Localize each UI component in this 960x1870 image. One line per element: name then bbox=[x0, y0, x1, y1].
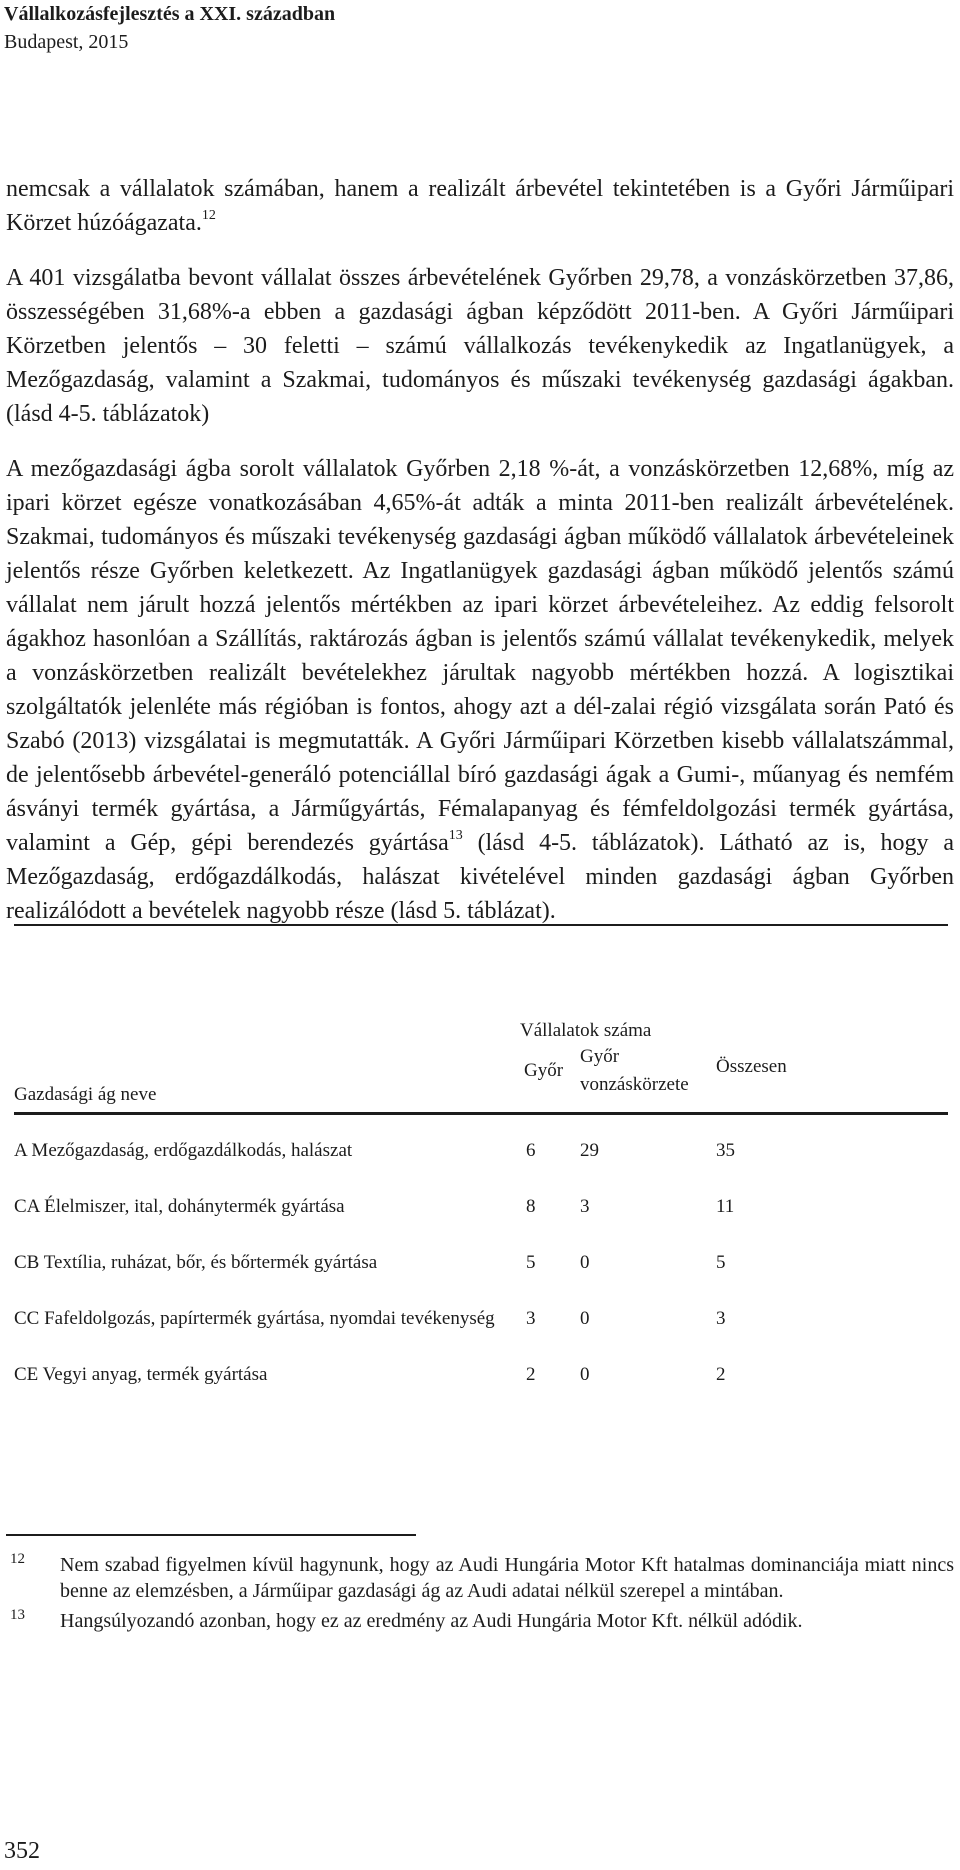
page-number: 352 bbox=[4, 1838, 40, 1864]
journal-place-year: Budapest, 2015 bbox=[4, 31, 129, 53]
footnote-ref-13: 13 bbox=[448, 828, 463, 843]
table-row-4-vonzas: 0 bbox=[580, 1308, 590, 1329]
paragraph-3-text-b: (lásd 4-5. táblázatok). Látható az is, hogy a Mezőgazdaság, erdőgazdálkodás, halászat kivételével minden gazdasági ágban Győrben realizálódott a bevételek nagyobb része (lásd 5. táblázat). bbox=[6, 830, 955, 924]
table-row-3-total: 5 bbox=[716, 1252, 726, 1273]
table-row-5-name: CE Vegyi anyag, termék gyártása bbox=[14, 1364, 268, 1385]
table-row-3-gyor: 5 bbox=[526, 1252, 536, 1273]
footnotes bbox=[6, 1552, 954, 1638]
journal-title: Vállalkozásfejlesztés a XXI. században bbox=[4, 3, 336, 25]
paragraph-1-text: nemcsak a vállalatok számában, hanem a realizált árbevétel tekintetében is a Győri Járműipari Körzet húzóágazata. bbox=[6, 176, 954, 236]
table-header-vonzas-line1: Győr bbox=[580, 1046, 620, 1067]
footnote-13-number: 13 bbox=[10, 1607, 25, 1623]
table-row-5-vonzas: 0 bbox=[580, 1364, 590, 1385]
table-header-branch: Gazdasági ág neve bbox=[14, 1084, 157, 1105]
table-row-2-name: CA Élelmiszer, ital, dohánytermék gyártása bbox=[14, 1196, 345, 1217]
footnote-12-text: Nem szabad figyelmen kívül hagynunk, hogy az Audi Hungária Motor Kft hatalmas dominanciája miatt nincs benne az elemzésben, a Járműipar gazdasági ág az Audi adatai nélkül szerepel a mintában. bbox=[60, 1554, 954, 1602]
footnote-13 bbox=[6, 1608, 954, 1634]
table-row-5-gyor: 2 bbox=[526, 1364, 536, 1385]
table-row-2-total: 11 bbox=[716, 1196, 735, 1217]
table-row-4-total: 3 bbox=[716, 1308, 726, 1329]
table-row-2-vonzas: 3 bbox=[580, 1196, 590, 1217]
table-row-4-gyor: 3 bbox=[526, 1308, 536, 1329]
table-top-rule bbox=[14, 924, 948, 926]
body-text bbox=[6, 172, 954, 949]
table-row-1-vonzas: 29 bbox=[580, 1140, 599, 1161]
table-group-header: Vállalatok száma bbox=[520, 1020, 652, 1041]
paragraph-3 bbox=[6, 452, 954, 928]
footnote-12 bbox=[6, 1552, 954, 1604]
table-header-vonzas-line2: vonzáskörzete bbox=[580, 1074, 689, 1095]
table-row-1-total: 35 bbox=[716, 1140, 735, 1161]
table-row-3-vonzas: 0 bbox=[580, 1252, 590, 1273]
paragraph-2-text: A 401 vizsgálatba bevont vállalat összes árbevételének Győrben 29,78, a vonzáskörzetben 37,86, összességében 31,68%-a ebben a gazdasági ágban képződött 2011-ben. A Győri Járműipari Körzetben jelentős – 30 feletti – számú vállalkozás tevékenykedik az Ingatlanügyek, a Mezőgazdaság, valamint a Szakmai, tudományos és műszaki tevékenység gazdasági ágakban. (lásd 4-5. táblázatok) bbox=[6, 265, 954, 427]
table-row-1-gyor: 6 bbox=[526, 1140, 536, 1161]
table-header-rule bbox=[14, 1112, 948, 1115]
footnote-13-text: Hangsúlyozandó azonban, hogy ez az eredmény az Audi Hungária Motor Kft. nélkül adódik. bbox=[60, 1610, 803, 1632]
table-row-2-gyor: 8 bbox=[526, 1196, 536, 1217]
table-row-5-total: 2 bbox=[716, 1364, 726, 1385]
table-header-gyor: Győr bbox=[524, 1060, 564, 1081]
running-header bbox=[4, 0, 335, 56]
table-row-4-name: CC Fafeldolgozás, papírtermék gyártása, nyomdai tevékenység bbox=[14, 1308, 495, 1329]
footnote-12-number: 12 bbox=[10, 1551, 25, 1567]
footnote-ref-12: 12 bbox=[201, 208, 216, 223]
table-row-1-name: A Mezőgazdaság, erdőgazdálkodás, halászat bbox=[14, 1140, 353, 1161]
table-row-3-name: CB Textília, ruházat, bőr, és bőrtermék gyártása bbox=[14, 1252, 378, 1273]
table-header-total: Összesen bbox=[716, 1056, 787, 1077]
footnote-separator bbox=[6, 1534, 416, 1536]
paragraph-1 bbox=[6, 172, 954, 240]
paragraph-2 bbox=[6, 261, 954, 431]
paragraph-3-text-a: A mezőgazdasági ágba sorolt vállalatok Győrben 2,18 %-át, a vonzáskörzetben 12,68%, míg az ipari körzet egésze vonatkozásában 4,65%-át adták a minta 2011-ben realizált árbevételének. Szakmai, tudományos és műszaki tevékenység gazdasági ágban működő vállalatok árbevételeinek jelentős része Győrben keletkezett. Az Ingatlanügyek gazdasági ágban működő jelentős számú vállalat nem járult hozzá jelentős mértékben az ipari körzet árbevételeihez. Az eddig felsorolt ágakhoz hasonlóan a Szállítás, raktározás ágban is jelentős számú vállalat tevékenykedik, melyek a vonzáskörzetben realizált bevételekhez járultak nagyobb mértékben hozzá. A logisztikai szolgáltatók jelenléte más régióban is fontos, ahogy azt a dél-zalai régió vizsgálata során Pató és Szabó (2013) vizsgálatai is megmutatták. A Győri Járműipari Körzetben kisebb vállalatszámmal, de jelentősebb árbevétel-generáló potenciállal bíró gazdasági ágak a Gumi-, műanyag és nemfém ásványi termék gyártása, a Járműgyártás, Fémalapanyag és fémfeldolgozási termék gyártása, valamint a Gép, gépi berendezés gyártása bbox=[6, 456, 954, 856]
